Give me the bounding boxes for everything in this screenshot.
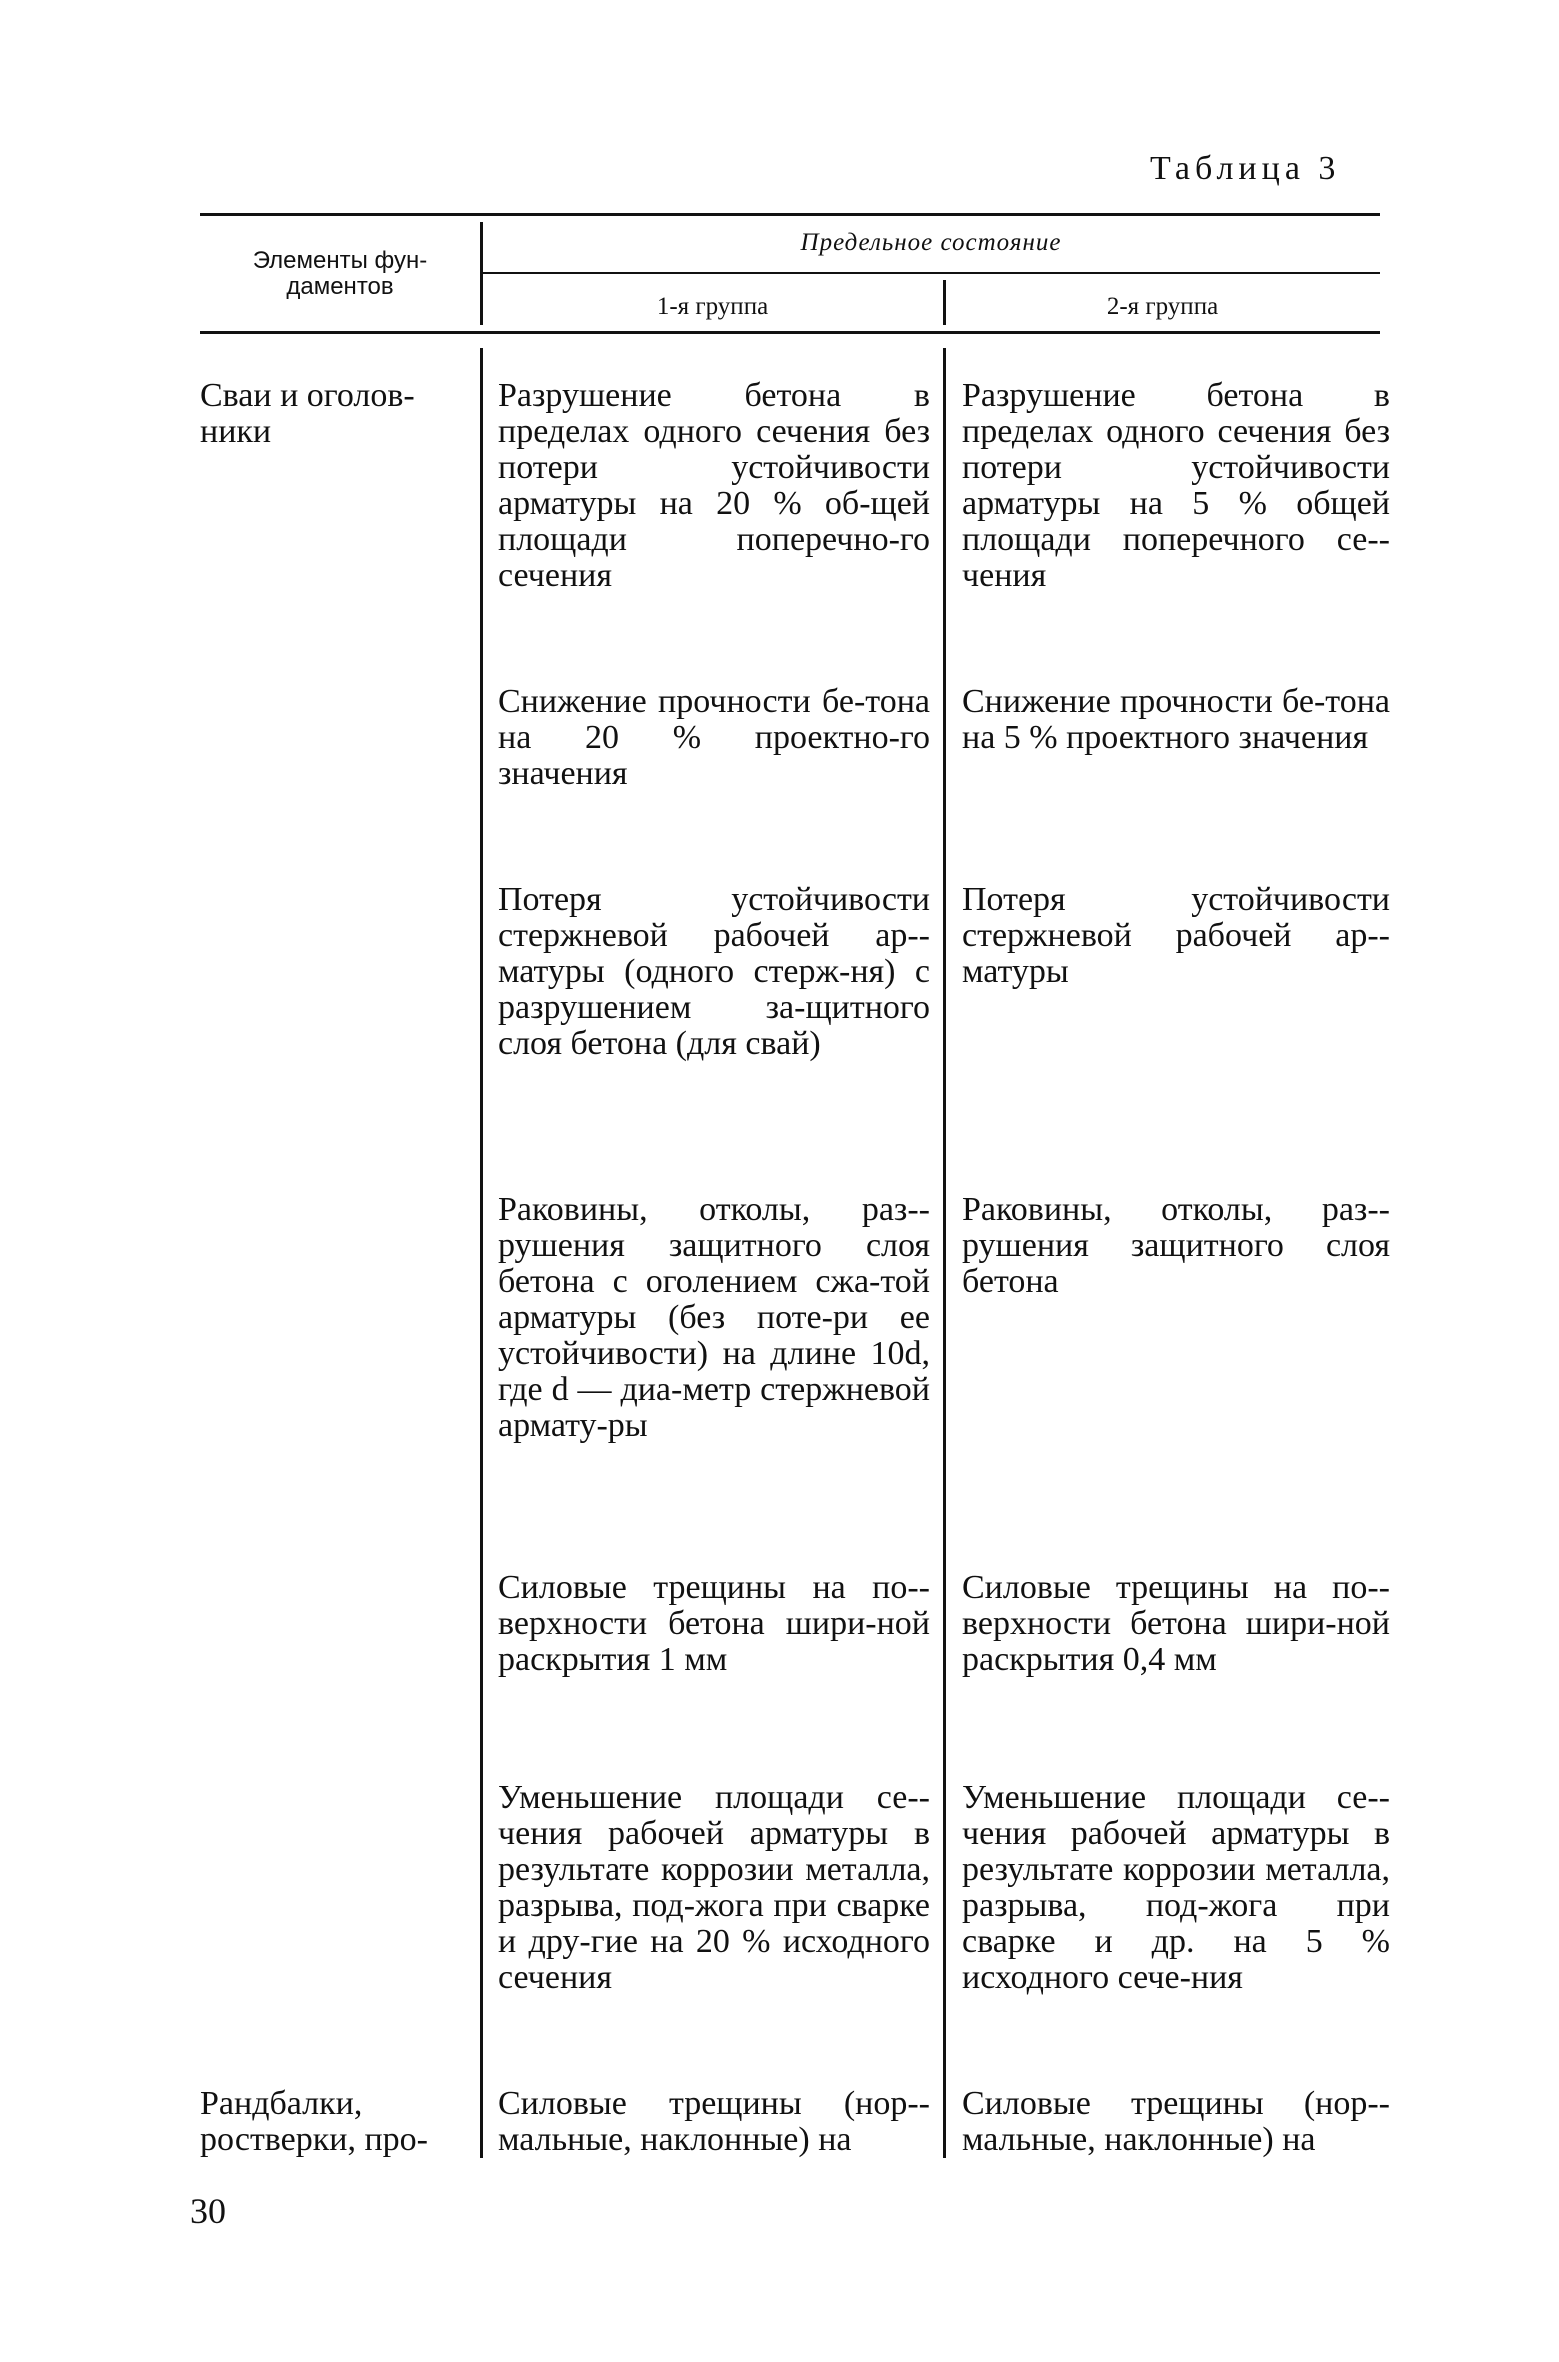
- limit-state-underline: [482, 272, 1380, 274]
- row6-group2: Уменьшение площади се-чения рабочей арматуры в результате коррозии металла, разрыва, под-жога при сварке и др. на 5 % исходного сече-ния: [962, 1779, 1390, 1996]
- header-group1: 1-я группа: [656, 293, 769, 320]
- row7-group1: Силовые трещины (нор-мальные, наклонные) на: [498, 2085, 930, 2158]
- row3-group1: Потеря устойчивости стержневой рабочей ар-матуры (одного стерж-ня) с разрушением за-щитного слоя бетона (для свай): [498, 881, 930, 1062]
- row5-group1: Силовые трещины на по-верхности бетона шири-ной раскрытия 1 мм: [498, 1569, 930, 1678]
- row4-group2: Раковины, отколы, раз-рушения защитного слоя бетона: [962, 1191, 1390, 1300]
- column-divider-left: [480, 348, 483, 2158]
- header-elements: Элементы фун- даментов: [252, 247, 428, 300]
- page-number: 30: [190, 2191, 226, 2231]
- row5-group2: Силовые трещины на по-верхности бетона шири-ной раскрытия 0,4 мм: [962, 1569, 1390, 1678]
- row1-group1: Разрушение бетона в пределах одного сечения без потери устойчивости арматуры на 20 % об-щей площади поперечно-го сечения: [498, 377, 930, 594]
- row4-group1: Раковины, отколы, раз-рушения защитного слоя бетона с оголением сжа-той арматуры (без поте-ри ее устойчивости) на длине 10d, где d — диа-метр стержневой армату-ры: [498, 1191, 930, 1444]
- header-limit-state: Предельное состояние: [800, 229, 1062, 256]
- row6-group1: Уменьшение площади се-чения рабочей арматуры в результате коррозии металла, разрыва, под-жога при сварке и дру-гие на 20 % исходного сечения: [498, 1779, 930, 1996]
- row2-group1: Снижение прочности бе-тона на 20 % проектно-го значения: [498, 683, 930, 792]
- row7-element: Рандбалки, ростверки, про-: [200, 2085, 428, 2158]
- header-bottom-rule: [200, 331, 1380, 334]
- row7-group2: Силовые трещины (нор-мальные, наклонные) на: [962, 2085, 1390, 2158]
- header-group2: 2-я группа: [1106, 293, 1219, 320]
- column-divider-right: [943, 348, 946, 2158]
- row1-group2: Разрушение бетона в пределах одного сечения без потери устойчивости арматуры на 5 % общей площади поперечного се-чения: [962, 377, 1390, 594]
- table-top-rule: [200, 213, 1380, 216]
- table-caption: Таблица 3: [1150, 150, 1341, 187]
- row3-group2: Потеря устойчивости стержневой рабочей ар-матуры: [962, 881, 1390, 990]
- row1-element: Сваи и оголов- ники: [200, 377, 415, 450]
- row2-group2: Снижение прочности бе-тона на 5 % проектного значения: [962, 683, 1390, 756]
